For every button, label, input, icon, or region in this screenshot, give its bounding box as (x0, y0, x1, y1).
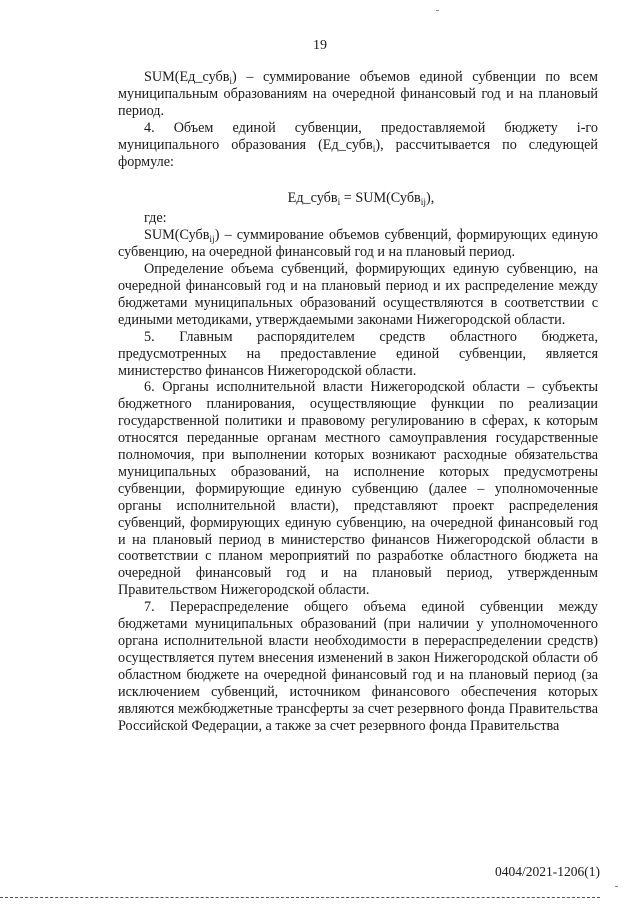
page-number: 19 (313, 38, 327, 53)
scan-edge-line (0, 897, 600, 898)
paragraph-item-6: 6. Органы исполнительной власти Нижегородской области – субъекты бюджетного планирования, осуществляющие функции по реализации государственной политики и правовому регулированию в сферах, к которым относятся переданные органам местного самоуправления государственные полномочия, при выполнении которых возникают расходные обязательства муниципальных образований, на исполнение которых предусмотрены субвенции, формирующие единую субвенцию (далее – уполномоченные органы исполнительной власти), представляют проект распределения субвенций, формирующих единую субвенцию, на очередной финансовый год и на плановый период в министерство финансов Нижегородской области в соответствии с планом мероприятий по разработке областного бюджета на очередной финансовый год и на плановый период, утвержденным Правительством Нижегородской области. (118, 379, 598, 599)
scan-mark (615, 886, 618, 887)
document-body (118, 69, 598, 734)
paragraph-item-7: 7. Перераспределение общего объема единой субвенции между бюджетами муниципальных образований (при наличии у уполномоченного органа исполнительной власти необходимости в перераспределении средств) осуществляется путем внесения изменений в закон Нижегородской области об областном бюджете на очередной финансовый год и на плановый период (за исключением субвенций, источником финансового обеспечения которых являются межбюджетные трансферты за счет резервного фонда Правительства Российской Федерации, а также за счет резервного фонда Правительства (118, 599, 598, 734)
paragraph-sum-definition: SUM(Ед_субв$_i$) – суммирование объемов единой субвенции по всем муниципальным образованиям на очередной финансовый год и на плановый период. (118, 69, 598, 119)
document-code: 0404/2021-1206(1) (495, 864, 600, 879)
paragraph-item-5: 5. Главным распорядителем средств областного бюджета, предусмотренных на предоставление единой субвенции, является министерство финансов Нижегородской области. (118, 328, 598, 379)
formula: Ед_субв$_i$ = SUM(Субв$_{ij}$), (287, 190, 435, 209)
scan-mark (436, 10, 439, 11)
where-label: где: (144, 210, 167, 227)
paragraph-sum-subventions: SUM(Субв$_{ij}$) – суммирование объемов субвенций, формирующих единую субвенцию, на очередной финансовый год и на плановый период. (118, 227, 598, 261)
paragraph-determination: Определение объема субвенций, формирующих единую субвенцию, на очередной финансовый год и на плановый период и их распределение между бюджетами муниципальных образований осуществляются в соответствии с едиными методиками, утверждаемыми законами Нижегородской области. (118, 261, 598, 328)
paragraph-item-4: 4. Объем единой субвенции, предоставляемой бюджету i-го муниципального образования (Ед_субв$_i$), рассчитывается по следующей формуле: (118, 119, 598, 170)
